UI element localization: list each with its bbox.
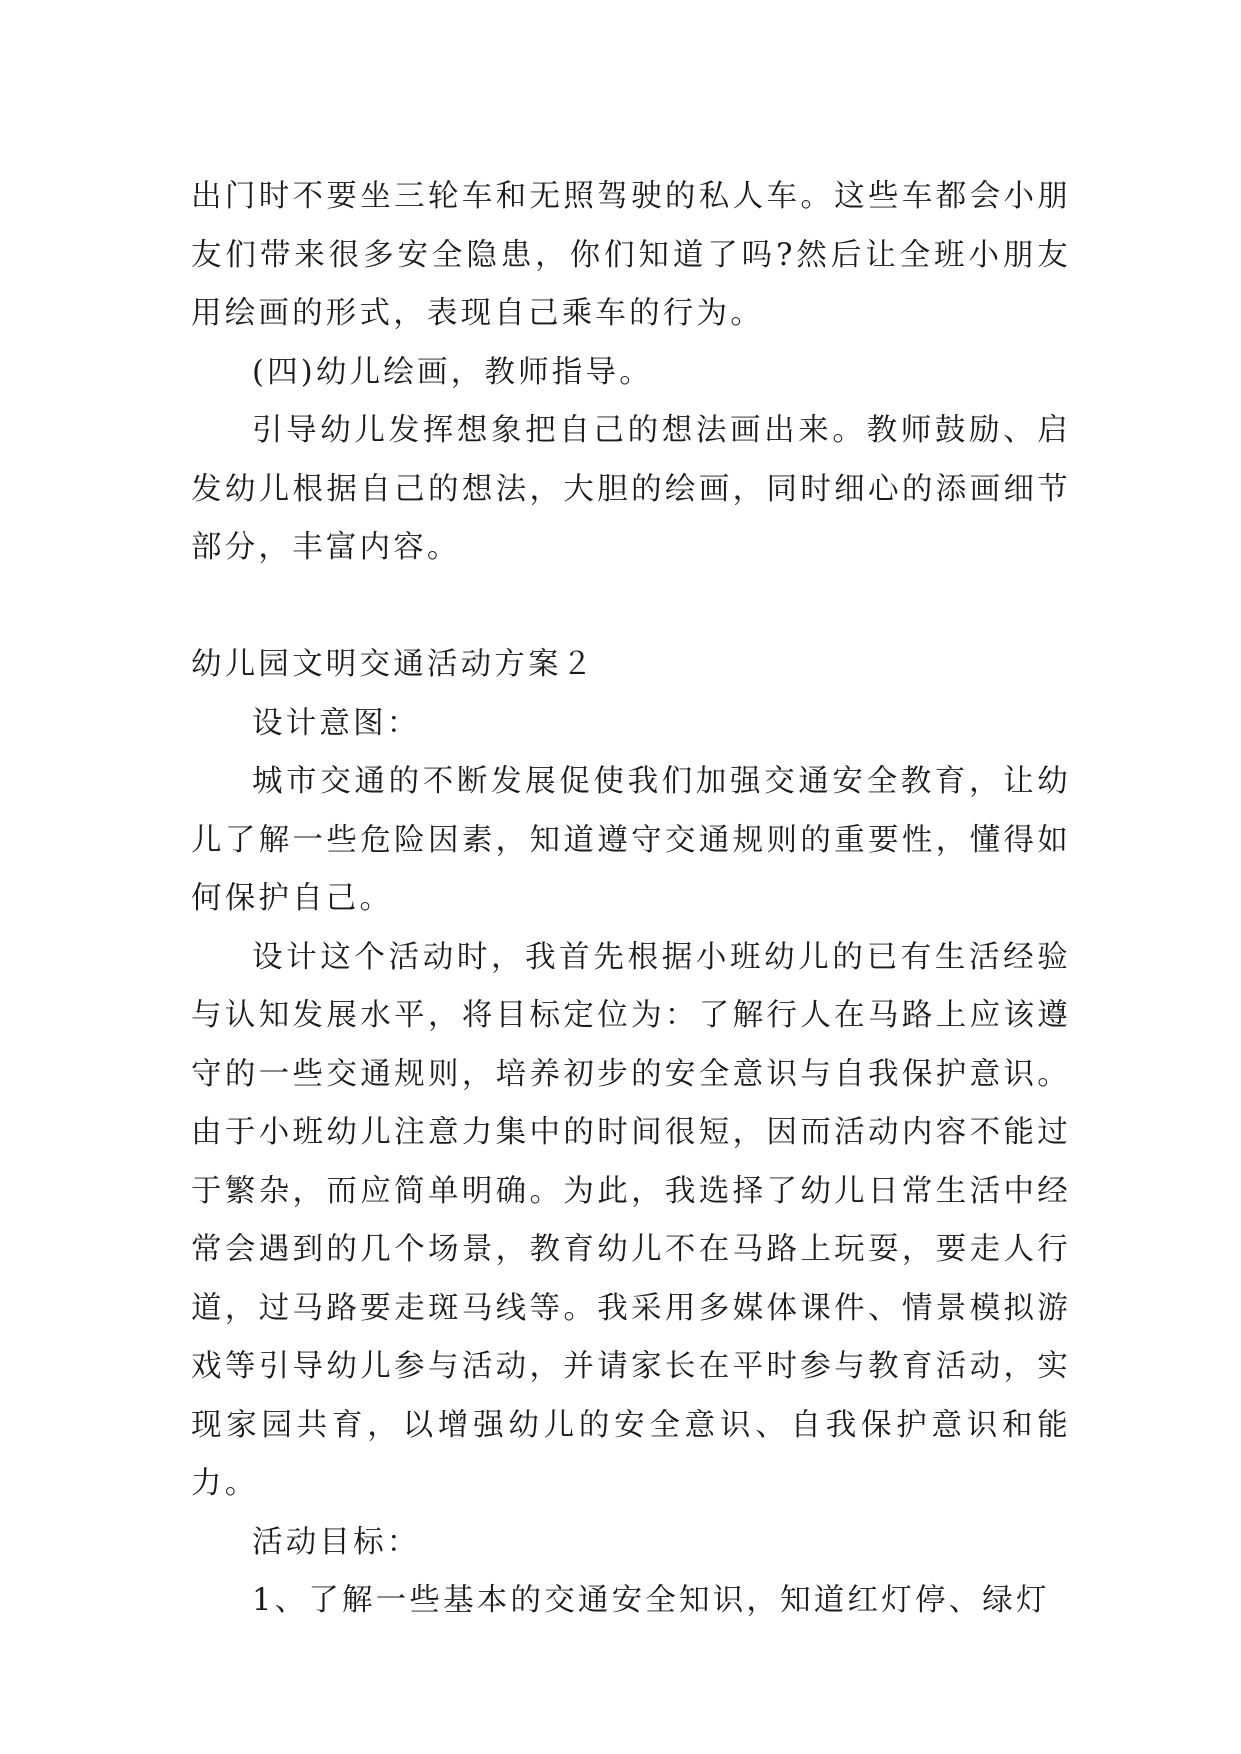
paragraph: 设计这个活动时，我首先根据小班幼儿的已有生活经验与认知发展水平，将目标定位为：了解行人在马路上应该遵守的一些交通规则，培养初步的安全意识与自我保护意识。由于小班幼儿注意力集中的时间很短，因而活动内容不能过于繁杂，而应简单明确。为此，我选择了幼儿日常生活中经常会遇到的几个场景，教育幼儿不在马路上玩耍，要走人行道，过马路要走斑马线等。我采用多媒体课件、情景模拟游戏等引导幼儿参与活动，并请家长在平时参与教育活动，实现家园共育，以增强幼儿的安全意识、自我保护意识和能力。 xyxy=(191,939,1071,1501)
document-body xyxy=(191,168,1071,1631)
paragraph: (四)幼儿绘画，教师指导。 xyxy=(252,354,653,390)
section-title: 幼儿园文明交通活动方案２ xyxy=(191,647,596,682)
paragraph: 活动目标： xyxy=(252,1524,421,1560)
paragraph: 城市交通的不断发展促使我们加强交通安全教育，让幼儿了解一些危险因素，知道遵守交通规则的重要性，懂得如何保护自己。 xyxy=(191,764,1071,916)
paragraph: 1、了解一些基本的交通安全知识，知道红灯停、绿灯 xyxy=(252,1583,1050,1618)
paragraph: 设计意图： xyxy=(252,705,421,741)
paragraph: 出门时不要坐三轮车和无照驾驶的私人车。这些车都会小朋友们带来很多安全隐患，你们知道了吗?然后让全班小朋友用绘画的形式，表现自己乘车的行为。 xyxy=(191,179,1071,331)
paragraph: 引导幼儿发挥想象把自己的想法画出来。教师鼓励、启发幼儿根据自己的想法，大胆的绘画，同时细心的添画细节部分，丰富内容。 xyxy=(191,413,1071,565)
